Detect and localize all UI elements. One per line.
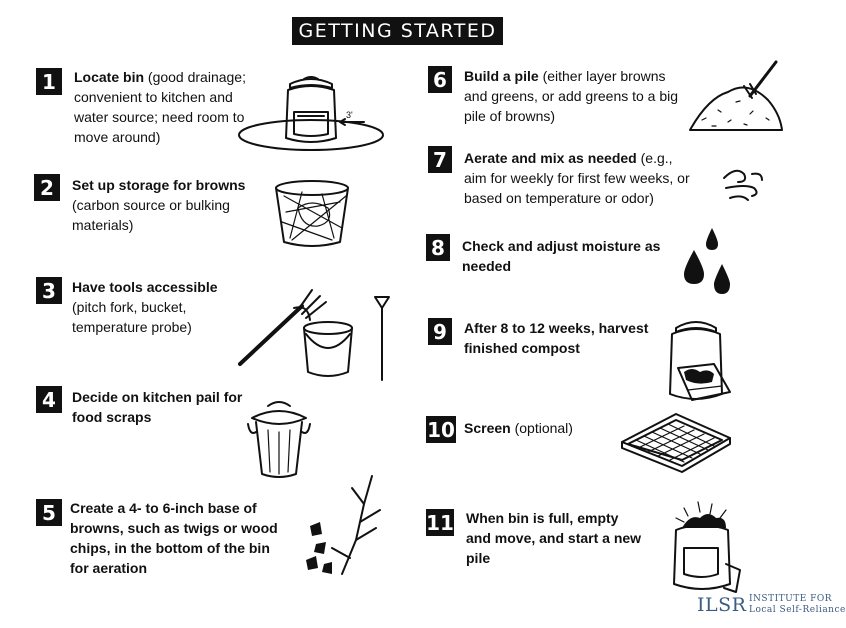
- air-swirl-icon: [722, 166, 766, 204]
- step-title-4: Decide on kitchen pail for food scraps: [72, 389, 243, 425]
- step-detail-3: (pitch fork, bucket, temperature probe): [72, 299, 192, 335]
- step-text-8: [462, 236, 702, 276]
- step-number-3: 3: [36, 277, 62, 304]
- step-title-11: When bin is full, empty and move, and start a new pile: [466, 510, 642, 566]
- wire-basket-icon: [272, 178, 352, 252]
- compost-bin-icon: [236, 72, 386, 158]
- step-text-7: [464, 148, 696, 208]
- ilsr-logo: [697, 592, 846, 618]
- page-title: GETTING STARTED: [292, 17, 503, 45]
- step-number-2: 2: [34, 174, 60, 201]
- step-detail-10: (optional): [510, 420, 573, 436]
- step-text-5: [70, 498, 282, 578]
- logo-line-1: INSTITUTE FOR: [749, 594, 833, 604]
- step-number-6: 6: [428, 66, 452, 93]
- step-title-10: Screen: [464, 420, 511, 436]
- logo-name: [749, 594, 846, 616]
- step-title-2: Set up storage for browns: [72, 177, 246, 193]
- logo-line-2: Local Self-Reliance: [749, 605, 846, 615]
- step-number-9: 9: [428, 318, 452, 345]
- step-text-10: [464, 418, 624, 438]
- step-detail-1: (good drainage; convenient to kitchen and water source; need room to move around): [74, 69, 246, 145]
- step-detail-7: (e.g., aim for weekly for first few weeks, or based on temperature or odor): [464, 150, 690, 206]
- step-number-11: 11: [426, 510, 454, 535]
- step-title-1: Locate bin: [74, 69, 145, 85]
- step-number-8: 8: [426, 234, 450, 261]
- step-number-1: 1: [36, 68, 62, 95]
- step-title-3: Have tools accessible: [72, 279, 218, 295]
- step-title-5: Create a 4- to 6-inch base of browns, such as twigs or wood chips, in the bottom of the bin for aeration: [70, 500, 278, 576]
- twigs-icon: [302, 470, 386, 580]
- step-title-7: Aerate and mix as needed: [464, 150, 637, 166]
- step-detail-2: (carbon source or bulking materials): [72, 197, 230, 233]
- step-text-11: [466, 508, 646, 568]
- water-drops-icon: [682, 226, 734, 298]
- bucket-icon: [300, 318, 356, 380]
- step-text-6: [464, 66, 686, 126]
- open-bin-icon: [662, 316, 736, 408]
- screen-icon: [620, 410, 732, 472]
- clearance-label: 3': [346, 110, 353, 120]
- step-text-9: [464, 318, 654, 358]
- step-text-4: [72, 387, 247, 427]
- step-number-10: 10: [427, 417, 455, 442]
- step-detail-6: (either layer browns and greens, or add greens to a big pile of browns): [464, 68, 679, 124]
- step-number-4: 4: [36, 386, 62, 413]
- step-title-8: Check and adjust moisture as needed: [462, 238, 661, 274]
- probe-icon: [372, 294, 392, 382]
- logo-mark: ILSR: [697, 594, 747, 616]
- step-text-3: [72, 277, 242, 337]
- step-number-5: 5: [36, 499, 62, 526]
- step-title-6: Build a pile: [464, 68, 539, 84]
- pile-icon: [688, 58, 784, 134]
- step-text-2: [72, 175, 272, 235]
- step-title-9: After 8 to 12 weeks, harvest finished compost: [464, 320, 649, 356]
- step-number-7: 7: [428, 146, 452, 173]
- full-bin-icon: [664, 500, 744, 594]
